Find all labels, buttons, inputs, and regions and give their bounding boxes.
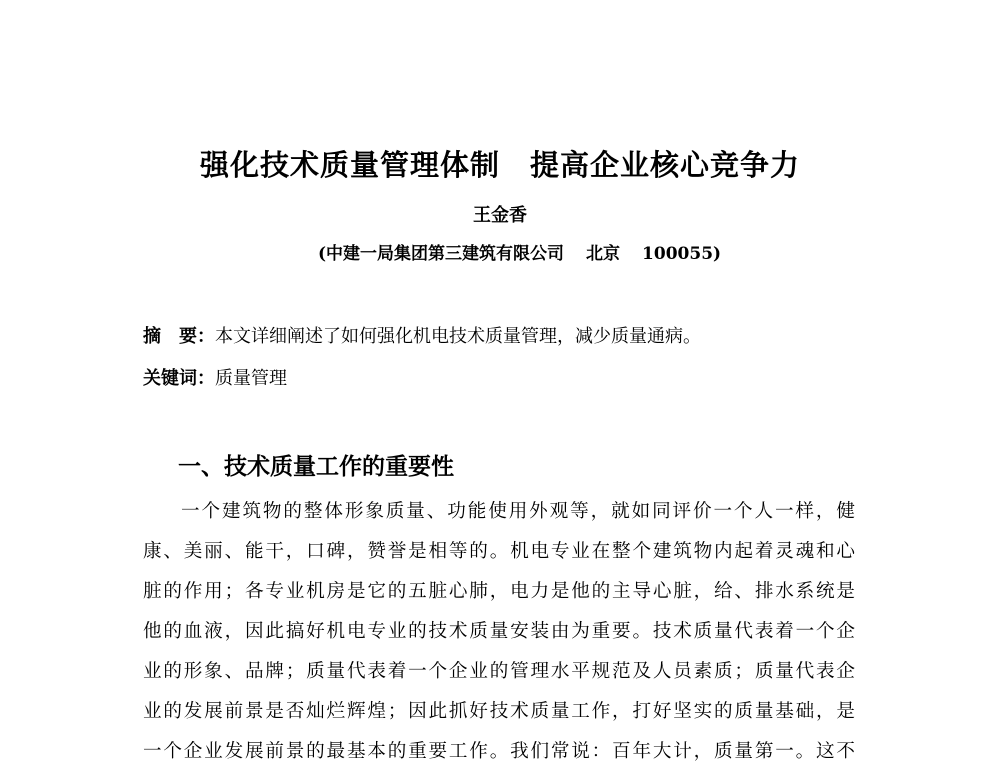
author-affiliation	[318, 239, 721, 264]
paper-title	[0, 143, 1000, 184]
affiliation-postcode: 100055)	[642, 244, 722, 264]
body-line-4: 他的血液，因此搞好机电专业的技术质量安装由为重要。技术质量代表着一个企	[143, 621, 855, 642]
keywords-text: 质量管理	[215, 368, 287, 389]
body-line-1: 一个建筑物的整体形象质量、功能使用外观等，就如同评价一个人一样，健	[181, 501, 855, 522]
abstract-text: 本文详细阐述了如何强化机电技术质量管理，减少质量通病。	[215, 326, 701, 347]
body-line-7: 一个企业发展前景的最基本的重要工作。我们常说：百年大计，质量第一。这不	[143, 741, 855, 762]
body-line-5: 业的形象、品牌；质量代表着一个企业的管理水平规范及人员素质；质量代表企	[143, 661, 855, 682]
title-main: 强化技术质量管理体制	[199, 148, 500, 182]
keywords	[143, 364, 287, 390]
title-sub: 提高企业核心竞争力	[530, 148, 801, 182]
abstract-label: 摘 要：	[143, 326, 215, 347]
body-line-6: 业的发展前景是否灿烂辉煌；因此抓好技术质量工作，打好坚实的质量基础，是	[143, 701, 855, 722]
keywords-label: 关键词：	[143, 368, 215, 389]
abstract	[143, 322, 701, 348]
section-heading: 一、技术质量工作的重要性	[178, 453, 454, 480]
affiliation-city: 北京	[586, 244, 621, 264]
body-line-3: 脏的作用；各专业机房是它的五脏心肺，电力是他的主导心脏，给、排水系统是	[143, 581, 855, 602]
author-name: 王金香	[473, 205, 527, 226]
affiliation-org: (中建一局集团第三建筑有限公司	[318, 244, 565, 264]
body-line-2: 康、美丽、能干，口碑，赞誉是相等的。机电专业在整个建筑物内起着灵魂和心	[143, 541, 855, 562]
